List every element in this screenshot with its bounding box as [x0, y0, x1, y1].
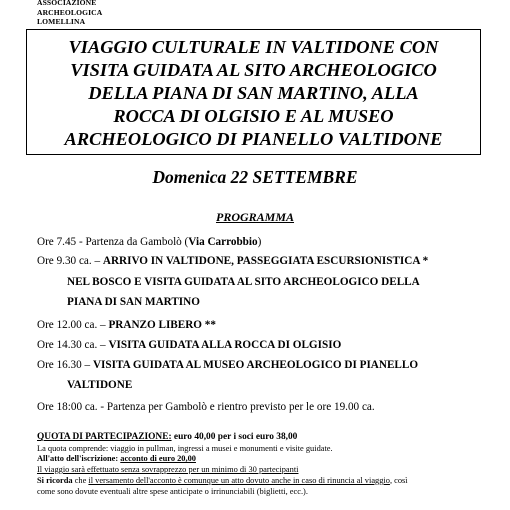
- title-line-4: ROCCA DI OLGISIO E AL MUSEO: [113, 106, 394, 126]
- schedule-end: ): [257, 236, 262, 248]
- ricorda-mid: che: [72, 476, 89, 485]
- atto-iscrizione: [37, 454, 196, 464]
- schedule-time: Ore 18:00 ca. -: [37, 401, 107, 413]
- title-line-5: ARCHEOLOGICO DI PIANELLO VALTIDONE: [64, 129, 443, 149]
- title-box: [26, 29, 481, 155]
- schedule-item-1: [37, 235, 261, 249]
- org-line-3: LOMELLINA: [37, 17, 86, 26]
- organization-name: [37, 0, 102, 27]
- org-line-1: ASSOCIAZIONE: [37, 0, 97, 7]
- ricorda-end: , così: [389, 476, 408, 485]
- minimo-partecipanti: Il viaggio sarà effettuato senza sovrapprezzo per un minimo di 30 partecipanti: [37, 465, 299, 474]
- ricorda-bold: Si ricorda: [37, 476, 73, 485]
- schedule-item-5-cont: VALTIDONE: [67, 379, 133, 391]
- schedule-time: Ore 12.00 ca. –: [37, 319, 109, 331]
- event-date: Domenica 22 SETTEMBRE: [152, 167, 358, 187]
- programma-heading: PROGRAMMA: [215, 210, 295, 224]
- schedule-item-2-cont-1: NEL BOSCO E VISITA GUIDATA AL SITO ARCHEOLOGICO DELLA: [67, 276, 420, 288]
- title-line-3: DELLA PIANA DI SAN MARTINO, ALLA: [88, 83, 419, 103]
- schedule-activity: ARRIVO IN VALTIDONE, PASSEGGIATA ESCURSIONISTICA *: [102, 255, 429, 267]
- title-line-1: VIAGGIO CULTURALE IN VALTIDONE CON: [68, 37, 439, 57]
- schedule-item-6: [37, 400, 375, 414]
- schedule-place: Via Carrobbio: [188, 236, 258, 248]
- atto-value: acconto di euro 20,00: [120, 454, 196, 463]
- quota-line: [37, 432, 297, 442]
- quota-value: euro 40,00 per i soci euro 38,00: [171, 432, 298, 442]
- schedule-item-2-cont-2: PIANA DI SAN MARTINO: [67, 296, 200, 308]
- schedule-activity: Partenza per Gambolò e rientro previsto per le ore 19.00 ca.: [106, 401, 375, 413]
- quota-comprende: La quota comprende: viaggio in pullman, ingressi a musei e monumenti e visite guidate.: [37, 444, 333, 453]
- schedule-item-4: [37, 338, 341, 352]
- schedule-item-2: [37, 254, 428, 268]
- title-line-2: VISITA GUIDATA AL SITO ARCHEOLOGICO: [70, 60, 437, 80]
- schedule-item-3: [37, 318, 216, 332]
- org-line-2: ARCHEOLOGICA: [37, 7, 103, 17]
- schedule-time: Ore 7.45 - Partenza da Gambolò (: [37, 236, 189, 248]
- ricorda-line-2: come sono dovute eventuali altre spese anticipate o irrinunciabili (biglietti, ecc.).: [37, 487, 308, 496]
- ricorda-underlined: il versamento dell'acconto è comunque un atto dovuto anche in caso di rinuncia al viaggio: [88, 476, 390, 485]
- quota-label: QUOTA DI PARTECIPAZIONE:: [37, 432, 172, 442]
- ricorda-line: [37, 476, 408, 486]
- schedule-time: Ore 14.30 ca. –: [37, 339, 109, 351]
- schedule-item-5: [37, 358, 418, 372]
- schedule-activity: PRANZO LIBERO **: [108, 319, 216, 331]
- schedule-time: Ore 9.30 ca. –: [37, 255, 103, 267]
- atto-label: All'atto dell'iscrizione:: [37, 454, 121, 463]
- schedule-activity: VISITA GUIDATA AL MUSEO ARCHEOLOGICO DI PIANELLO: [92, 359, 419, 371]
- schedule-time: Ore 16.30 –: [37, 359, 93, 371]
- schedule-activity: VISITA GUIDATA ALLA ROCCA DI OLGISIO: [108, 339, 342, 351]
